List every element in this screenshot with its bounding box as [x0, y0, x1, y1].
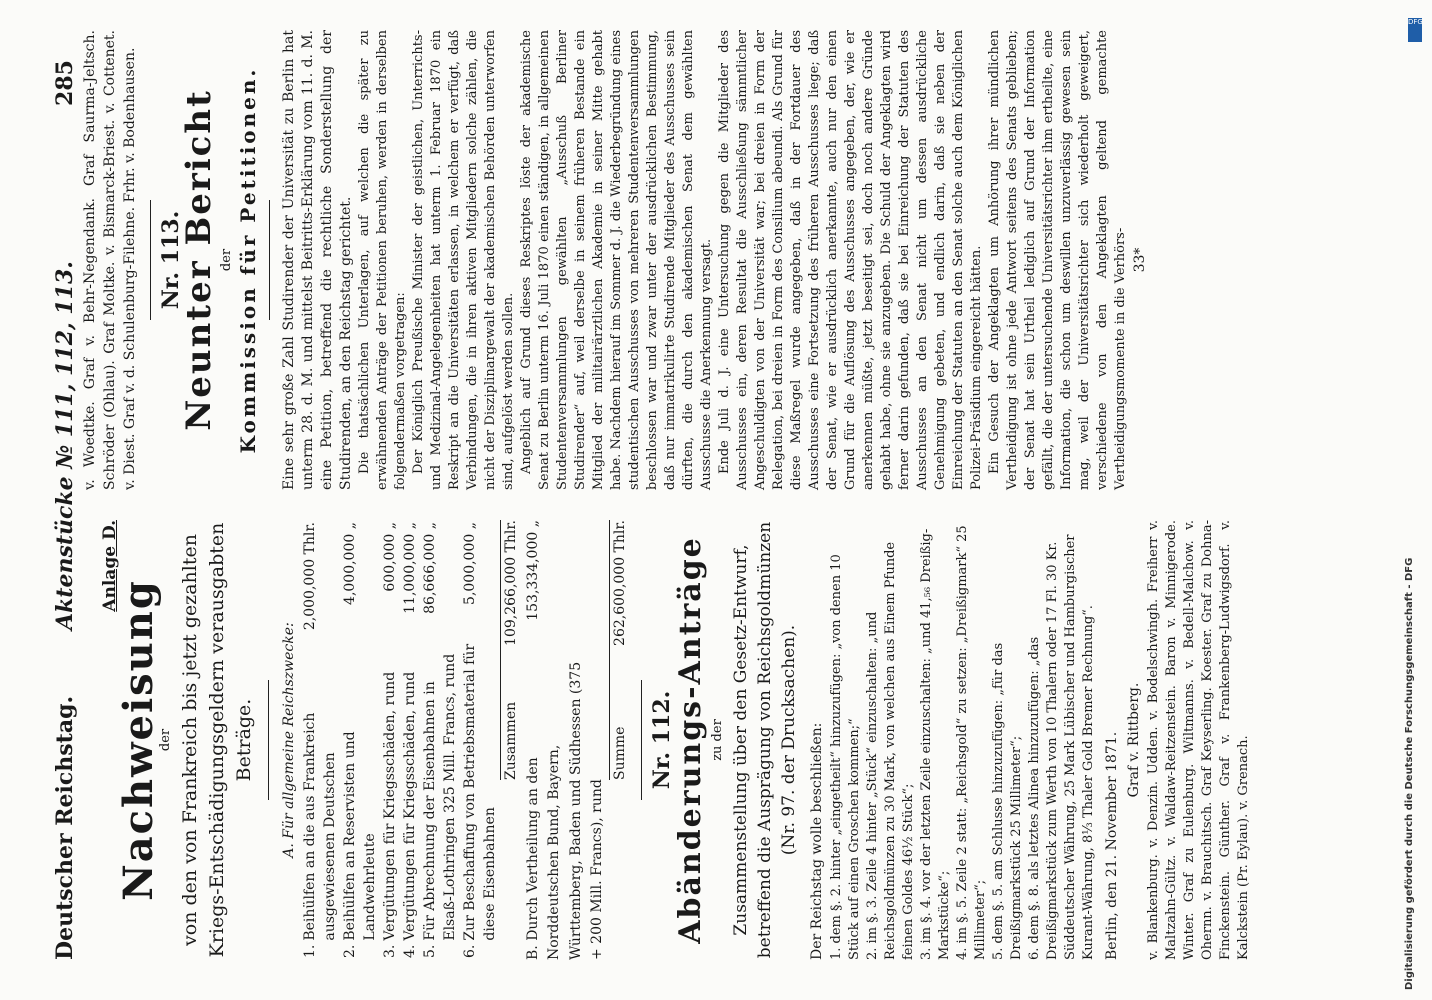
header-center: Aktenstücke № 111, 112, 113.	[52, 261, 78, 630]
antraege-title: Abänderungs-Anträge	[672, 536, 708, 944]
signature-mark: 33*	[1132, 247, 1148, 273]
dfg-sidebar	[1404, 10, 1426, 990]
summe-label: Summe	[611, 726, 628, 780]
paragraph-4: Ende Juli d. J. eine Untersuchung gegen die Mitglieder des Ausschusses ein, deren Resultat die Ausschließung sämmtlicher Angeschuldigten von der Universität war; bei dreien in Form der Relegation, bei dreien in Form des Consilium abeundi. Als Grund für diese Maßregel wurde angegeben, daß in der Fortdauer des Ausschusses eine Fortsetzung des früheren Ausschusses liege; daß der Senat, wie er ausdrücklich anerkannte, auch nur den einen Grund für die Auflösung des Ausschusses angegeben, der, wie er anerkennen müßte, jetzt beseitigt sei, doch noch andere Gründe gehabt habe, ohne sie anzugeben. Die Schuld der Angeklagten wird ferner darin gefunden, daß sie bei Einreichung der Statuten des Ausschusses an den Senat nicht um dessen ausdrückliche Genehmigung gebeten, und endlich darin, daß sie neben der Einreichung der Statuten an den Senat solche auch dem Königlichen Polizei-Präsidium eingereicht hätten.	[717, 30, 984, 490]
header-left: Deutscher Reichstag.	[52, 695, 78, 960]
row-description: Vergütungen für Kriegsschäden, rund	[382, 671, 398, 941]
table-row	[300, 520, 340, 960]
row-value: 4,000,000 „	[342, 522, 358, 605]
table-row	[380, 520, 400, 960]
zu-der-label: zu der	[710, 719, 725, 761]
row-description: Für Abrechnung der Eisenbahnen in Elsaß-Lothringen 325 Mill. Francs, rund	[422, 653, 458, 941]
row-description: Beihülfen an die aus Frankreich ausgewiesenen Deutschen	[302, 712, 338, 941]
divider	[150, 200, 151, 320]
zusammen-value: 109,266,000 Thlr.	[503, 520, 519, 646]
row-number: 3.	[382, 944, 398, 958]
amendment-point: 1. dem §. 2. hinter „eingetheilt“ hinzuzufügen: „von denen 10 Stück auf einen Groschen kommen;“	[829, 554, 862, 960]
der-label: der	[158, 728, 173, 752]
table-row	[460, 520, 500, 960]
amendment-point: 2. im §. 3. Zeile 4 hinter „Stück“ einzuschalten: „und Reichsgoldmünzen zu 30 Mark, von welchen aus Einem Pfunde feinen Goldes 46½ Stück“;	[865, 541, 916, 960]
page-number: 285	[52, 60, 78, 106]
signer: Graf v. Rittberg.	[1125, 682, 1142, 798]
amendment-point: 4. im §. 5. Zeile 2 statt: „Reichsgold“ zu setzen: „Dreißigmark“ 25 Millimeter“;	[955, 525, 988, 960]
row-value: 2,000,000 Thlr.	[302, 522, 318, 631]
zusammen-label: Zusammen	[503, 701, 519, 780]
paragraph-1: Die thatsächlichen Unterlagen, auf welchen die später zu erwähnenden Anträge der Petitionen beruhen, werden in derselben folgendermaßen vorgetragen:	[357, 30, 408, 490]
table-row	[340, 520, 380, 960]
row-number: 4.	[402, 944, 418, 958]
divider	[641, 680, 642, 800]
divider	[269, 200, 270, 320]
signatories: v. Blankenburg. v. Denzin. Udden. v. Bodelschwingh. Freiherr v. Maltzahn-Gültz. v. Waldaw-Reitzenstein. Baron v. Minnigerode. Winter. Graf zu Eulenburg. Wiltmanns. v. Bedell-Malchow. v. Ohernn. v. Brauchitsch. Graf Keyserling. Koester. Graf zu Dohna-Finckenstein. Günther. Graf v. Frankenberg-Ludwigsdorf. v. Kalckstein (Pr. Eylau). v. Grenach.	[1146, 520, 1251, 960]
signatories-continued: v. Woedtke. Graf v. Behr-Negendank. Graf Saurma-Jeltsch. Schröder (Ohlau). Graf Moltke. v. Bismarck-Briest. v. Cottenet. v. Diest. Graf v. d. Schulenburg-Filehne. Frhr. v. Bodenhausen.	[82, 30, 138, 490]
zusammenstellung-text: Zusammenstellung über den Gesetz-Entwurf, betreffend die Ausprägung von Reichsgoldmünzen (Nr. 97. der Drucksachen).	[730, 521, 799, 959]
kommission-title: Kommission für Petitionen.	[235, 66, 260, 454]
nr112-heading: Nr. 112.	[649, 690, 675, 790]
bericht-title: Neunter Bericht	[178, 89, 219, 431]
nr113-heading: Nr. 113.	[158, 210, 184, 310]
section-b-value: 153,334,000 „	[524, 520, 541, 621]
nachweisung-subtitle: von den von Frankreich bis jetzt gezahlten Kriegs-Entschädigungsgeldern verausgabten Beträge.	[178, 522, 255, 958]
amendment-point: 3. im §. 4. vor der letzten Zeile einzuschalten: „und 41,₅₆ Dreißig-Markstücke“;	[919, 528, 952, 960]
nachweisung-title: Nachweisung	[114, 579, 162, 901]
section-b: B. Durch Vertheilung an den Norddeutschen Bund, Bayern, Württemberg, Baden und Südhessen (375 + 200 Mill. Francs), rund	[524, 661, 605, 960]
dfg-credit: Digitalisierung gefördert durch die Deutsche Forschungsgemeinschaft - DFG	[1404, 557, 1415, 990]
amendment-point: 6. dem §. 8. als letztes Alinea hinzuzufügen: „das Dreißigmarkstück zum Werth von 10 Thalern oder 17 Fl. 30 Kr. Süddeutscher Währung, 25 Mark Lübischer und Hamburgischer Kurant-Währung, 8⅓ Thaler Gold Bremer Rechnung“.	[1027, 534, 1096, 960]
right-column	[80, 30, 1152, 490]
payments-table	[300, 520, 500, 960]
paragraph-3: Angeblich auf Grund dieses Reskriptes löste der akademische Senat zu Berlin unterm 16. Juli 1870 einen ständigen, in allgemeinen Studentenversammlungen gewählten „Ausschuß Berliner Studirender“ auf, weil derselbe in seinem früheren Bestande ein Mitglied der militairärztlichen Akademie in seiner Mitte gehabt habe. Nachdem hierauf im Sommer d. J. die Wiederbegründung eines studentischen Ausschusses von mehreren Studentenversammlungen beschlossen war und zwar unter der ausdrücklichen Bestimmung, daß nur immatrikulirte Studirende Mitglieder des Ausschusses sein dürften, die durch den akademischen Senat dem gewählten Ausschusse die Anerkennung versagt.	[519, 30, 714, 490]
row-number: 5.	[422, 944, 438, 958]
row-number: 6.	[462, 944, 478, 958]
row-description: Zur Beschaffung von Betriebsmaterial für diese Eisenbahnen	[462, 643, 498, 941]
table-row	[400, 520, 420, 960]
dfg-logo: DFG	[1408, 18, 1422, 42]
table-row	[420, 520, 460, 960]
amendment-points	[828, 520, 1098, 960]
row-number: 2.	[342, 944, 358, 958]
row-value: 86,666,000 „	[422, 522, 438, 614]
section-a: A. Für allgemeine Reichszwecke:	[280, 622, 297, 858]
paragraph-5: Ein Gesuch der Angeklagten um Anhörung ihrer mündlichen Vertheidigung ist ohne jede Antwort seitens des Senats geblieben; der Senat hat sein Urtheil lediglich auf Grund der Information gefällt, die der untersuchende Universitätsrichter ihm ertheilte, eine Information, die schon um deswillen unzuverlässig gewesen sein mag, weil der Universitätsrichter sich wiederholt geweigert, verschiedene von den Angeklagten geltend gemachte Vertheidigungsmomente in die Verhörs-	[987, 30, 1128, 490]
amendment-point: 5. dem §. 5. am Schlusse hinzuzufügen: „für das Dreißigmarkstück 25 Millimeter“;	[991, 642, 1024, 960]
row-number: 1.	[302, 944, 318, 958]
summe-value: 262,600,000 Thlr.	[611, 520, 628, 646]
anlage-label: Anlage D.	[100, 520, 120, 612]
row-value: 5,000,000 „	[462, 522, 478, 605]
intro-paragraph: Eine sehr große Zahl Studirender der Universität zu Berlin hat unterm 28. d. M. und mittelst Beitritts-Erklärung vom 11. d. M. eine Petition, betreffend die rechtliche Sonderstellung der Studirenden, an den Reichstag gerichtet.	[281, 30, 354, 490]
left-column	[100, 520, 1253, 960]
beschliessen-line: Der Reichstag wolle beschließen:	[808, 722, 825, 960]
date-line: Berlin, den 21. November 1871.	[1104, 731, 1120, 960]
row-description: Vergütungen für Kriegsschäden, rund	[402, 671, 418, 941]
row-value: 600,000 „	[382, 522, 398, 592]
divider	[268, 680, 269, 800]
row-value: 11,000,000 „	[402, 522, 418, 614]
row-description: Beihülfen an Reservisten und Landwehrleute	[342, 731, 378, 941]
paragraph-2: Der Königlich Preußische Minister der geistlichen, Unterrichts- und Medizinal-Angelegenheiten hat unterm 1. Februar 1870 ein Reskript an die Universitäten erlassen, in welchem er verfügt, daß Verbindungen, die in ihren aktiven Mitgliedern solche zählen, die nicht der Disziplinargewalt der akademischen Behörden unterworfen sind, aufgelöst werden sollen.	[411, 30, 516, 490]
der-label-2: der	[219, 248, 234, 272]
